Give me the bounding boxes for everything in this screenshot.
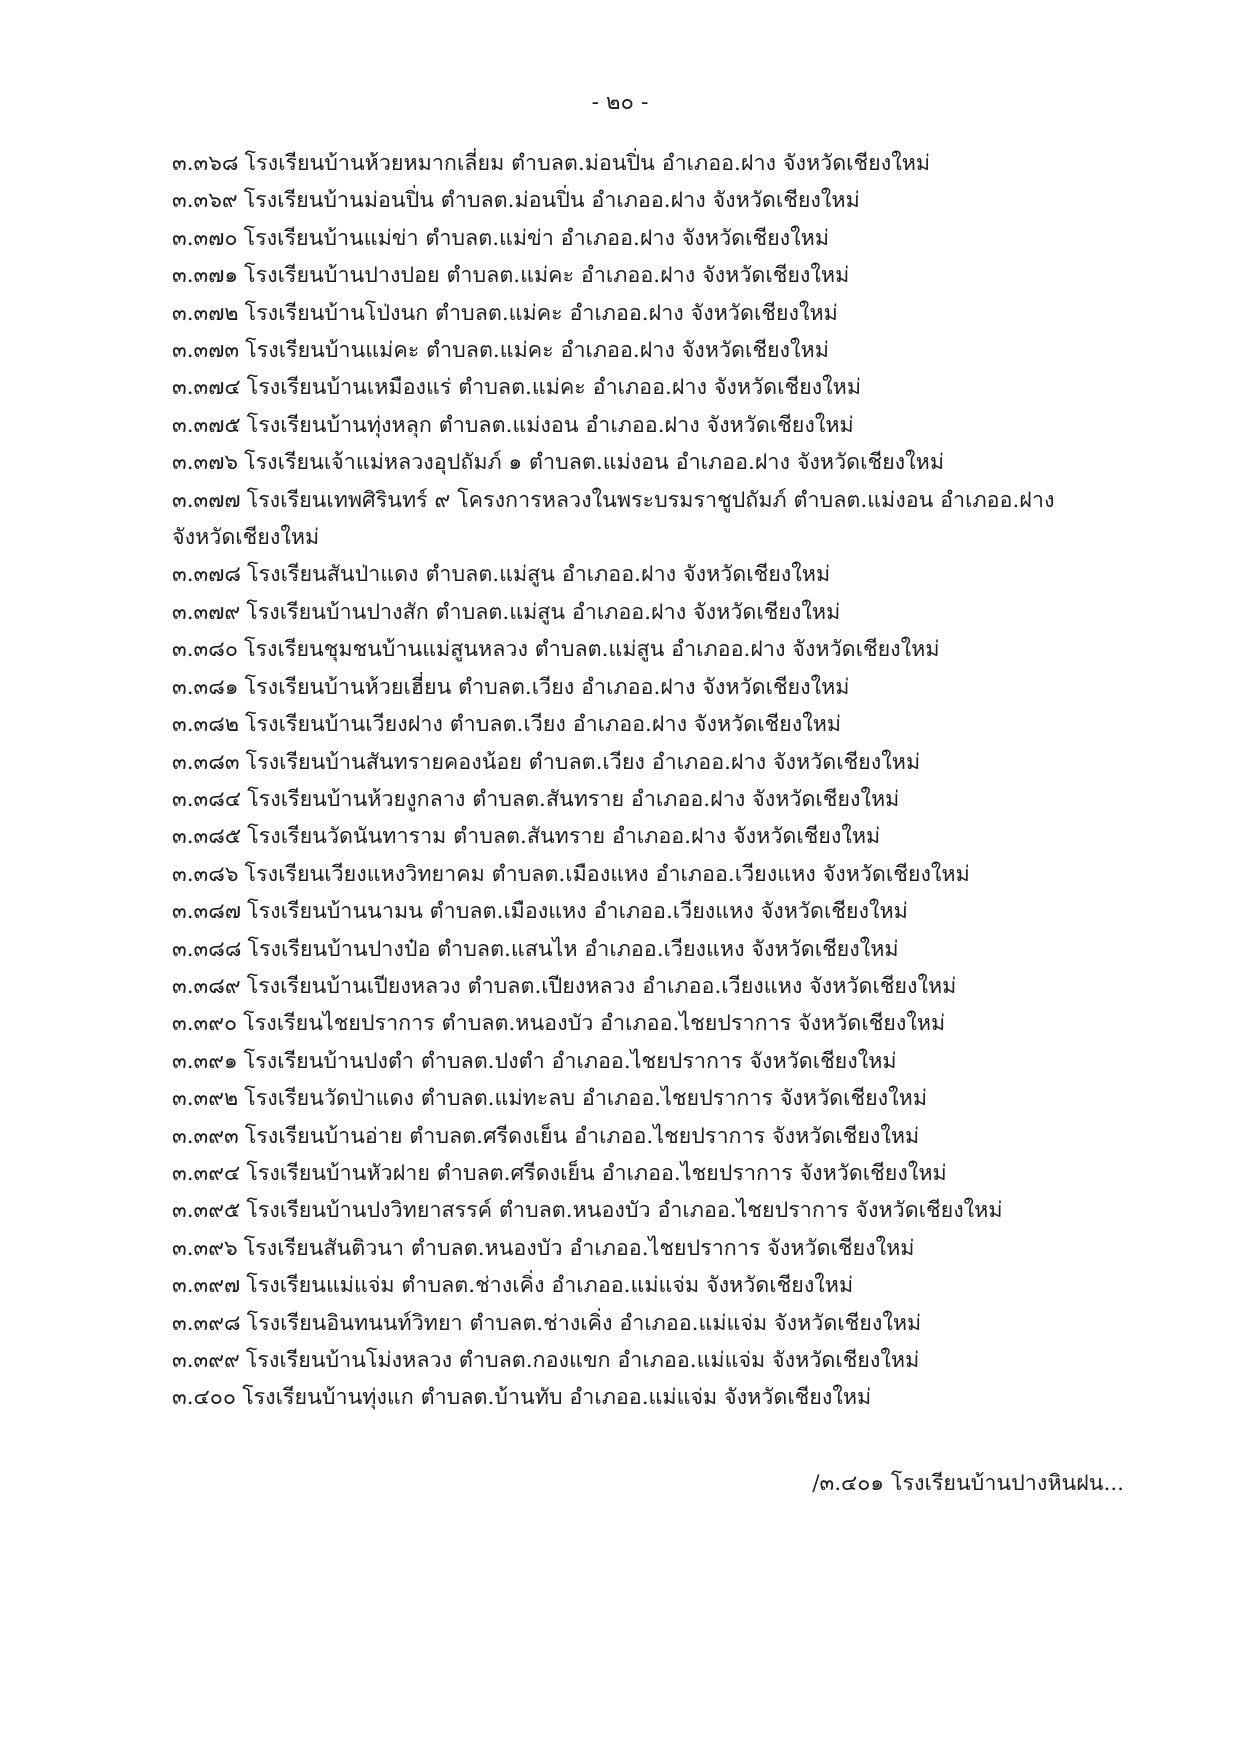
item-number: ๓.๓๙๕ <box>172 1198 241 1224</box>
item-text: โรงเรียนบ้านห้วยเฮี่ยน ตำบลต.เวียง อำเภออ.ฝาง จังหวัดเชียงใหม่ <box>244 674 850 700</box>
item-number: ๓.๓๘๕ <box>172 824 242 850</box>
item-number: ๓.๓๙๓ <box>172 1123 239 1149</box>
continuation-note: /๓.๔๐๑ โรงเรียนบ้านปางหินฝน... <box>812 1471 1124 1496</box>
item-text: โรงเรียนบ้านสันทรายคองน้อย ตำบลต.เวียง อำเภออ.ฝาง จังหวัดเชียงใหม่ <box>245 749 921 775</box>
item-text: โรงเรียนบ้านโม่งหลวง ตำบลต.กองแขก อำเภออ.แม่แจ่ม จังหวัดเชียงใหม่ <box>245 1348 920 1373</box>
list-item <box>172 594 1092 631</box>
item-text: โรงเรียนบ้านม่อนปิ่น ตำบลต.ม่อนปิ่น อำเภออ.ฝาง จังหวัดเชียงใหม่ <box>243 188 860 214</box>
list-item <box>172 332 1092 369</box>
item-text: โรงเรียนบ้านเวียงฝาง ตำบลต.เวียง อำเภออ.ฝาง จังหวัดเชียงใหม่ <box>245 712 842 738</box>
list-item <box>172 781 1092 818</box>
item-number: ๓.๓๙๔ <box>172 1160 241 1186</box>
item-text: โรงเรียนไชยปราการ ตำบลต.หนองบัว อำเภออ.ไชยปราการ จังหวัดเชียงใหม่ <box>243 1011 946 1037</box>
list-item <box>172 856 1092 893</box>
item-text: โรงเรียนสันป่าแดง ตำบลต.แม่สูน อำเภออ.ฝาง จังหวัดเชียงใหม่ <box>246 562 831 588</box>
list-item <box>172 145 1092 182</box>
item-text: โรงเรียนบ้านปงวิทยาสรรค์ ตำบลต.หนองบัว อำเภออ.ไชยปราการ จังหวัดเชียงใหม่ <box>246 1198 1003 1224</box>
item-number: ๓.๓๗๑ <box>172 263 239 289</box>
item-number: ๓.๓๗๒ <box>172 300 239 326</box>
list-item <box>172 631 1092 668</box>
list-item <box>172 706 1092 743</box>
item-number: ๓.๓๙๑ <box>172 1048 238 1074</box>
item-text: โรงเรียนบ้านปางป๋อ ตำบลต.แสนไห อำเภออ.เวียงแหง จังหวัดเชียงใหม่ <box>247 936 899 962</box>
item-number: ๓.๓๗๙ <box>172 599 241 625</box>
list-item <box>172 1155 1092 1192</box>
item-number: ๓.๓๙๙ <box>172 1348 240 1373</box>
item-number: ๓.๔๐๐ <box>172 1385 237 1411</box>
item-text: โรงเรียนแม่แจ่ม ตำบลต.ช่างเคิ่ง อำเภออ.แม่แจ่ม จังหวัดเชียงใหม่ <box>246 1273 854 1299</box>
item-number: ๓.๓๗๐ <box>172 225 238 251</box>
list-item <box>172 1043 1092 1080</box>
list-item <box>172 407 1092 444</box>
list-item <box>172 220 1092 257</box>
item-text: โรงเรียนบ้านปงตำ ตำบลต.ปงตำ อำเภออ.ไชยปราการ จังหวัดเชียงใหม่ <box>243 1048 897 1074</box>
item-number: ๓.๓๗๗ <box>172 487 241 513</box>
item-number: ๓.๓๗๕ <box>172 412 241 438</box>
list-item <box>172 1230 1092 1267</box>
item-text: โรงเรียนบ้านแม่คะ ตำบลต.แม่คะ อำเภออ.ฝาง จังหวัดเชียงใหม่ <box>245 338 829 364</box>
list-item <box>172 295 1092 332</box>
item-number: ๓.๓๗๔ <box>172 375 241 401</box>
item-text: โรงเรียนอินทนนท์วิทยา ตำบลต.ช่างเคิ่ง อำเภออ.แม่แจ่ม จังหวัดเชียงใหม่ <box>246 1310 922 1336</box>
item-text: โรงเรียนวัดนันทาราม ตำบลต.สันทราย อำเภออ.ฝาง จังหวัดเชียงใหม่ <box>247 824 881 850</box>
list-item <box>172 1342 1092 1379</box>
item-text: โรงเรียนชุมชนบ้านแม่สูนหลวง ตำบลต.แม่สูน อำเภออ.ฝาง จังหวัดเชียงใหม่ <box>243 637 940 663</box>
list-item <box>172 893 1092 930</box>
list-item <box>172 257 1092 294</box>
item-text: โรงเรียนบ้านเหมืองแร่ ตำบลต.แม่คะ อำเภออ.ฝาง จังหวัดเชียงใหม่ <box>246 375 862 401</box>
item-number: ๓.๓๙๒ <box>172 1086 239 1112</box>
list-item <box>172 444 1092 481</box>
list-item <box>172 182 1092 219</box>
item-number: ๓.๓๗๘ <box>172 562 241 588</box>
item-text: โรงเรียนบ้านทุ่งแก ตำบลต.บ้านทับ อำเภออ.แม่แจ่ม จังหวัดเชียงใหม่ <box>242 1385 872 1411</box>
item-number: ๓.๓๘๓ <box>172 749 240 775</box>
item-number: ๓.๓๗๓ <box>172 338 240 364</box>
list-item <box>172 1192 1092 1229</box>
item-text: โรงเรียนบ้านทุ่งหลุก ตำบลต.แม่งอน อำเภออ.ฝาง จังหวัดเชียงใหม่ <box>246 412 854 438</box>
list-item <box>172 482 1092 557</box>
list-item <box>172 968 1092 1005</box>
item-number: ๓.๓๖๘ <box>172 151 239 176</box>
list-item <box>172 1005 1092 1042</box>
item-number: ๓.๓๘๗ <box>172 899 241 925</box>
item-number: ๓.๓๘๐ <box>172 637 238 663</box>
list-item <box>172 1118 1092 1155</box>
page-number: - ๒๐ - <box>591 90 649 115</box>
item-number: ๓.๓๙๖ <box>172 1235 238 1261</box>
item-text: โรงเรียนเวียงแหงวิทยาคม ตำบลต.เมืองแหง อำเภออ.เวียงแหง จังหวัดเชียงใหม่ <box>244 861 970 887</box>
list-item <box>172 1267 1092 1304</box>
list-item <box>172 369 1092 406</box>
item-text: โรงเรียนบ้านแม่ข่า ตำบลต.แม่ข่า อำเภออ.ฝาง จังหวัดเชียงใหม่ <box>243 225 830 251</box>
item-number: ๓.๓๘๒ <box>172 712 239 738</box>
item-number: ๓.๓๙๘ <box>172 1310 241 1336</box>
item-number: ๓.๓๘๖ <box>172 861 239 887</box>
item-text: โรงเรียนบ้านห้วยหมากเลี่ยม ตำบลต.ม่อนปิ่น อำเภออ.ฝาง จังหวัดเชียงใหม่ <box>244 151 931 176</box>
item-text: โรงเรียนวัดป่าแดง ตำบลต.แม่ทะลบ อำเภออ.ไชยปราการ จังหวัดเชียงใหม่ <box>244 1086 928 1112</box>
item-number: ๓.๓๙๗ <box>172 1273 241 1299</box>
item-text: โรงเรียนสันติวนา ตำบลต.หนองบัว อำเภออ.ไชยปราการ จังหวัดเชียงใหม่ <box>243 1235 915 1261</box>
item-text: โรงเรียนบ้านห้วยงูกลาง ตำบลต.สันทราย อำเภออ.ฝาง จังหวัดเชียงใหม่ <box>247 786 900 812</box>
item-text: โรงเรียนบ้านหัวฝาย ตำบลต.ศรีดงเย็น อำเภออ.ไชยปราการ จังหวัดเชียงใหม่ <box>246 1160 947 1186</box>
item-number: ๓.๓๘๑ <box>172 674 239 700</box>
item-number: ๓.๓๙๐ <box>172 1011 238 1037</box>
list-item <box>172 1305 1092 1342</box>
item-number: ๓.๓๘๘ <box>172 936 242 962</box>
list-item <box>172 818 1092 855</box>
item-number: ๓.๓๗๖ <box>172 450 239 476</box>
item-text: โรงเรียนเทพศิรินทร์ ๙ โครงการหลวงในพระบรมราชูปถัมภ์ ตำบลต.แม่งอน อำเภออ.ฝาง จังหวัดเชียงใหม่ <box>172 487 1055 551</box>
item-text: โรงเรียนบ้านปางสัก ตำบลต.แม่สูน อำเภออ.ฝาง จังหวัดเชียงใหม่ <box>246 599 841 625</box>
school-list <box>172 145 1092 1417</box>
item-text: โรงเรียนบ้านอ่าย ตำบลต.ศรีดงเย็น อำเภออ.ไชยปราการ จังหวัดเชียงใหม่ <box>244 1123 920 1149</box>
item-text: โรงเรียนบ้านปางปอย ตำบลต.แม่คะ อำเภออ.ฝาง จังหวัดเชียงใหม่ <box>244 263 850 289</box>
item-number: ๓.๓๖๙ <box>172 188 238 214</box>
item-text: โรงเรียนเจ้าแม่หลวงอุปถัมภ์ ๑ ตำบลต.แม่งอน อำเภออ.ฝาง จังหวัดเชียงใหม่ <box>244 450 945 476</box>
item-text: โรงเรียนบ้านเปียงหลวง ตำบลต.เปียงหลวง อำเภออ.เวียงแหง จังหวัดเชียงใหม่ <box>246 973 957 999</box>
list-item <box>172 1379 1092 1416</box>
item-number: ๓.๓๘๙ <box>172 973 241 999</box>
list-item <box>172 1080 1092 1117</box>
item-text: โรงเรียนบ้านโป่งนก ตำบลต.แม่คะ อำเภออ.ฝาง จังหวัดเชียงใหม่ <box>244 300 838 326</box>
list-item <box>172 556 1092 593</box>
list-item <box>172 931 1092 968</box>
item-text: โรงเรียนบ้านนามน ตำบลต.เมืองแหง อำเภออ.เวียงแหง จังหวัดเชียงใหม่ <box>246 899 908 925</box>
item-number: ๓.๓๘๔ <box>172 786 242 812</box>
list-item <box>172 744 1092 781</box>
list-item <box>172 669 1092 706</box>
